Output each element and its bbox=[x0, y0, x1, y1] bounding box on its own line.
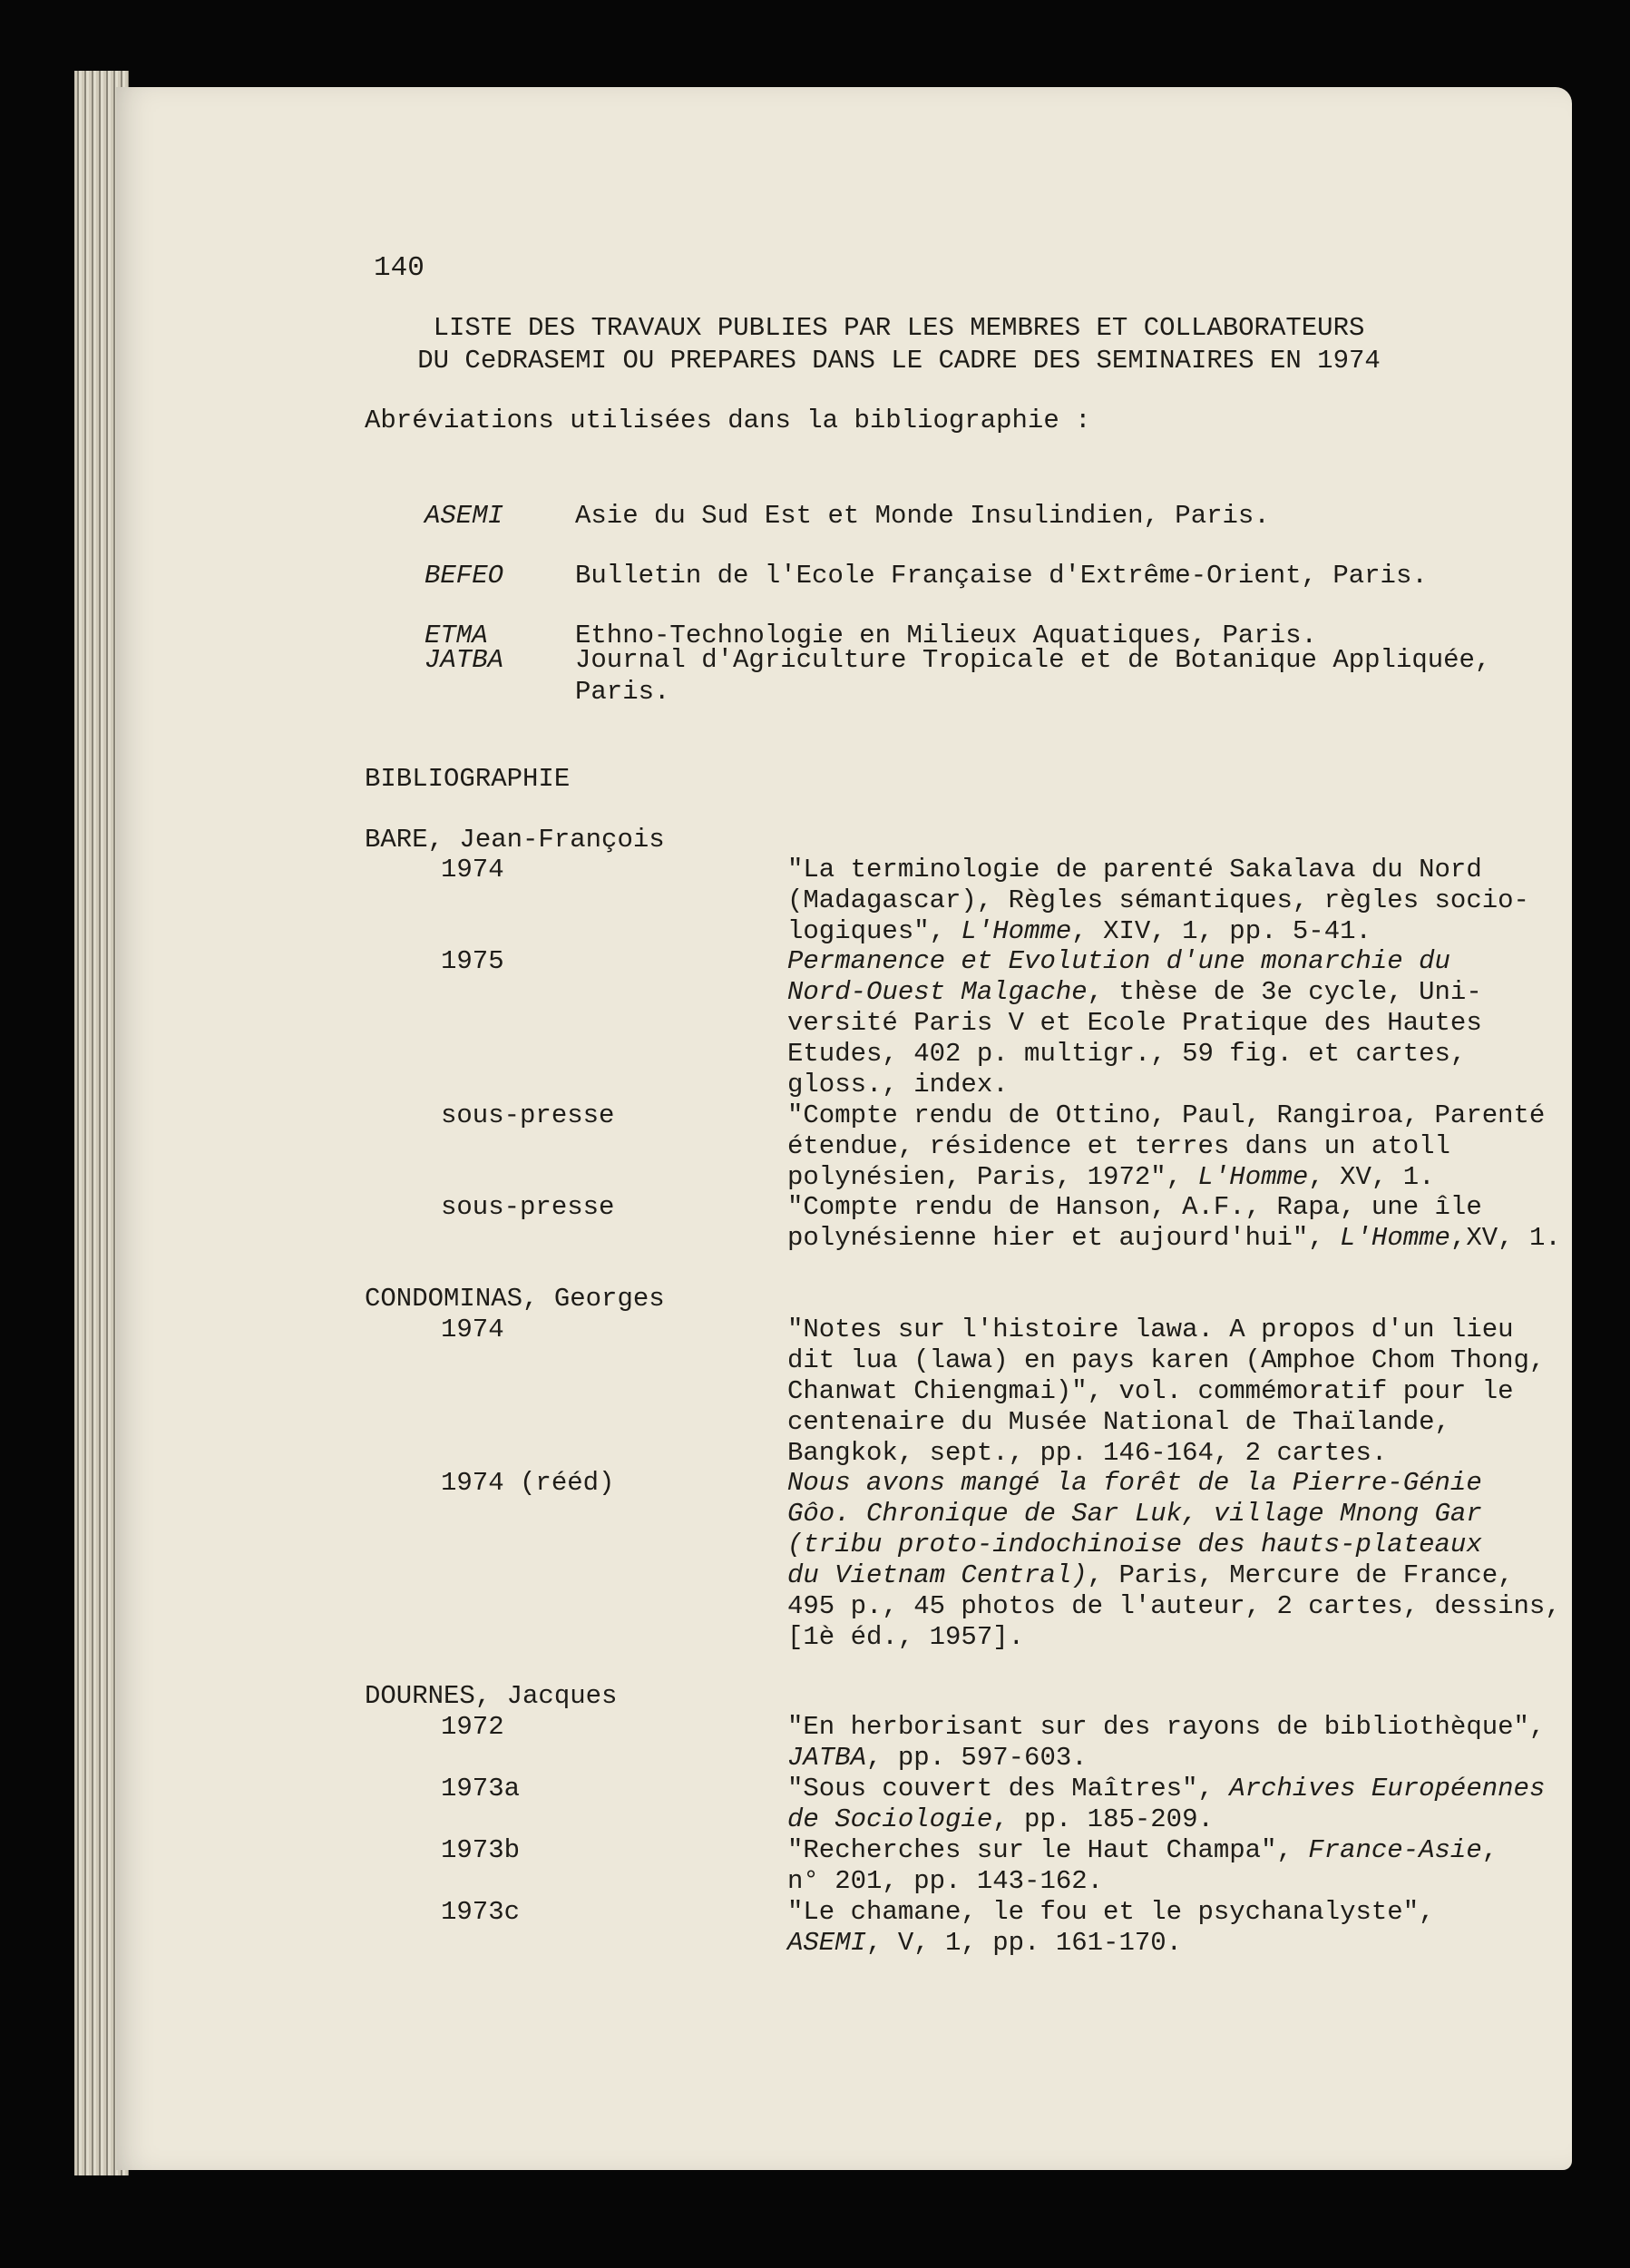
entry-line: polynésien, Paris, 1972", L'Homme, XV, 1. bbox=[787, 1162, 1435, 1192]
abbr-etma-desc: Ethno-Technologie en Milieux Aquatiques, Paris. bbox=[575, 621, 1317, 650]
entry-line: n° 201, pp. 143-162. bbox=[787, 1866, 1104, 1896]
entry-line: "La terminologie de parenté Sakalava du Nord bbox=[787, 855, 1482, 885]
abbr-jatba: JATBA bbox=[425, 645, 504, 675]
author-bare: BARE, Jean-François bbox=[365, 825, 665, 855]
entry-line: 495 p., 45 photos de l'auteur, 2 cartes, dessins, bbox=[787, 1591, 1561, 1621]
entry-line: "Le chamane, le fou et le psychanalyste", bbox=[787, 1897, 1435, 1927]
entry-line: "Compte rendu de Ottino, Paul, Rangiroa, Parenté bbox=[787, 1100, 1546, 1130]
entry-line: Nord-Ouest Malgache, thèse de 3e cycle, Uni- bbox=[787, 977, 1482, 1007]
entry-year: sous-presse bbox=[441, 1192, 615, 1222]
abbr-asemi-desc: Asie du Sud Est et Monde Insulindien, Paris. bbox=[575, 501, 1270, 531]
abbr-asemi: ASEMI bbox=[425, 501, 504, 531]
entry-line: Chanwat Chiengmai)", vol. commémoratif pour le bbox=[787, 1376, 1514, 1406]
entry-line: (tribu proto-indochinoise des hauts-plateaux bbox=[787, 1530, 1482, 1559]
abbr-befeo-desc: Bulletin de l'Ecole Française d'Extrême-Orient, Paris. bbox=[575, 561, 1428, 591]
abbr-etma: ETMA bbox=[425, 621, 488, 650]
heading-line-2: DU CeDRASEMI OU PREPARES DANS LE CADRE DES SEMINAIRES EN 1974 bbox=[417, 346, 1381, 376]
abbr-jatba-desc-1: Journal d'Agriculture Tropicale et de Botanique Appliquée, bbox=[575, 645, 1491, 675]
entry-line: du Vietnam Central), Paris, Mercure de France, bbox=[787, 1560, 1514, 1590]
entry-year: sous-presse bbox=[441, 1100, 615, 1130]
entry-line: ASEMI, V, 1, pp. 161-170. bbox=[787, 1928, 1183, 1958]
author-dournes: DOURNES, Jacques bbox=[365, 1681, 618, 1711]
heading-line-1: LISTE DES TRAVAUX PUBLIES PAR LES MEMBRES ET COLLABORATEURS bbox=[433, 313, 1365, 343]
entry-line: versité Paris V et Ecole Pratique des Hautes bbox=[787, 1008, 1482, 1038]
entry-line: (Madagascar), Règles sémantiques, règles socio- bbox=[787, 885, 1529, 915]
entry-line: "Recherches sur le Haut Champa", France-Asie, bbox=[787, 1835, 1498, 1865]
abbr-befeo: BEFEO bbox=[425, 561, 504, 591]
entry-line: polynésienne hier et aujourd'hui", L'Homme,XV, 1. bbox=[787, 1223, 1561, 1253]
entry-line: "En herborisant sur des rayons de bibliothèque", bbox=[787, 1712, 1546, 1742]
entry-line: Bangkok, sept., pp. 146-164, 2 cartes. bbox=[787, 1438, 1388, 1468]
entry-line: JATBA, pp. 597-603. bbox=[787, 1743, 1088, 1773]
entry-line: centenaire du Musée National de Thaïlande, bbox=[787, 1407, 1450, 1437]
author-condominas: CONDOMINAS, Georges bbox=[365, 1284, 665, 1314]
entry-line: "Notes sur l'histoire lawa. A propos d'un lieu bbox=[787, 1315, 1514, 1344]
entry-line: "Compte rendu de Hanson, A.F., Rapa, une île bbox=[787, 1192, 1482, 1222]
entry-year: 1975 bbox=[441, 946, 504, 976]
entry-line: dit lua (lawa) en pays karen (Amphoe Chom Thong, bbox=[787, 1345, 1546, 1375]
entry-line: "Sous couvert des Maîtres", Archives Européennes bbox=[787, 1774, 1546, 1804]
abbreviations-intro: Abréviations utilisées dans la bibliographie : bbox=[365, 406, 1091, 435]
entry-year: 1974 (rééd) bbox=[441, 1468, 615, 1498]
entry-year: 1974 bbox=[441, 855, 504, 885]
page-number: 140 bbox=[374, 252, 425, 284]
entry-line: étendue, résidence et terres dans un atoll bbox=[787, 1131, 1450, 1161]
entry-line: Permanence et Evolution d'une monarchie du bbox=[787, 946, 1450, 976]
entry-year: 1973a bbox=[441, 1774, 521, 1804]
entry-line: gloss., index. bbox=[787, 1070, 1009, 1100]
entry-line: Nous avons mangé la forêt de la Pierre-Génie bbox=[787, 1468, 1482, 1498]
entry-line: Gôo. Chronique de Sar Luk, village Mnong Gar bbox=[787, 1499, 1482, 1529]
entry-line: Etudes, 402 p. multigr., 59 fig. et cartes, bbox=[787, 1039, 1467, 1069]
entry-year: 1972 bbox=[441, 1712, 504, 1742]
entry-year: 1974 bbox=[441, 1315, 504, 1344]
abbr-jatba-desc-2: Paris. bbox=[575, 677, 670, 707]
entry-year: 1973c bbox=[441, 1897, 521, 1927]
entry-line: de Sociologie, pp. 185-209. bbox=[787, 1804, 1214, 1834]
entry-year: 1973b bbox=[441, 1835, 521, 1865]
bibliography-title: BIBLIOGRAPHIE bbox=[365, 764, 571, 794]
entry-line: logiques", L'Homme, XIV, 1, pp. 5-41. bbox=[787, 916, 1371, 946]
entry-line: [1è éd., 1957]. bbox=[787, 1622, 1025, 1652]
